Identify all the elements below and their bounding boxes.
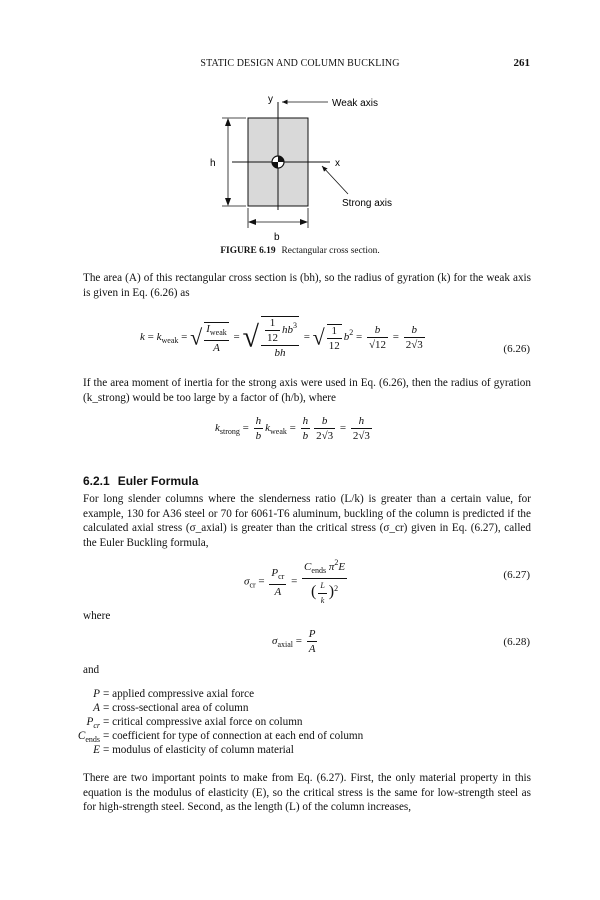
caption-text: Rectangular cross section. <box>281 246 380 256</box>
figure-caption <box>0 246 600 256</box>
strong-axis-label: Strong axis <box>342 198 393 209</box>
equation-6-27: $\sigma_{cr}$ = $\frac{P_{cr}}{A}$ = $C_{ends}$ $\pi^2E$ ( $\frac{L}{k}$ )$^2$ <box>244 558 346 605</box>
definition-text: = critical compressive axial force on column <box>103 716 303 728</box>
definition-symbol: $P_{cr}$ <box>86 716 100 730</box>
paragraph-3: For long slender columns where the slenderness ratio (L/k) is greater than a certain value, for example, 130 for A36 steel or 70 for 6061-T6 aluminum, buckling of the column is predicted if the calculated axial stress (σ_axial) is greater than the critical stress (σ_cr) given in Eq. (6.27), called the Euler Buckling formula, <box>83 493 531 549</box>
word-where: where <box>83 610 111 622</box>
section-heading <box>83 474 198 488</box>
page-number: 261 <box>513 57 530 69</box>
x-label: x <box>335 158 340 169</box>
section-title: Euler Formula <box>117 474 199 488</box>
caption-number: FIGURE 6.19 <box>220 246 276 256</box>
y-label: y <box>268 94 273 105</box>
figure-rectangular-cross-section <box>200 86 420 246</box>
section-number: 6.2.1 <box>83 474 110 488</box>
eq-number-6-27: (6.27) <box>503 569 530 581</box>
paragraph-4: There are two important points to make from Eq. (6.27). First, the only material property in this equation is the modulus of elasticity (E), so the critical stress is the same for low-strength steel as for high-strength steel. Second, as the length (L) of the column increases, <box>83 772 531 814</box>
definition-text: = applied compressive axial force <box>103 688 255 700</box>
equation-k-strong: $k_{strong}$ = $\frac{h}{b}$ $k_{weak}$ = $\frac{h}{b}$ $\frac{b}{2√3}$ = $\frac{h}{2√3}$ <box>215 415 370 442</box>
definition-text: = modulus of elasticity of column material <box>103 744 294 756</box>
eq-number-6-26: (6.26) <box>503 343 530 355</box>
b-label: b <box>274 232 280 243</box>
definition-text: = coefficient for type of connection at each end of column <box>103 730 364 742</box>
h-label: h <box>210 158 216 169</box>
definition-symbol: P <box>93 688 100 700</box>
eq-number-6-28: (6.28) <box>503 636 530 648</box>
paragraph-1: The area (A) of this rectangular cross section is (bh), so the radius of gyration (k) for the weak axis is given in Eq. (6.26) as <box>83 272 531 299</box>
definition-text: = cross-sectional area of column <box>103 702 249 714</box>
definition-symbol: A <box>93 702 100 714</box>
definition-symbol: E <box>93 744 100 756</box>
definition-symbol: $C_{ends}$ <box>77 730 100 744</box>
paragraph-2: If the area moment of inertia for the strong axis were used in Eq. (6.26), then the radius of gyration (k_strong) would be too large by a factor of (h/b), where <box>83 377 531 404</box>
weak-axis-label: Weak axis <box>332 98 378 109</box>
running-head: STATIC DESIGN AND COLUMN BUCKLING <box>200 58 400 69</box>
word-and: and <box>83 664 100 676</box>
equation-6-28: $\sigma_{axial}$ = $\frac{P}{A}$ <box>272 628 316 655</box>
equation-6-26: $k = k_{weak}$ = √ $\frac{I_{weak}}{A}$ = √ $\frac{1}{12}$ $hb^3$ bh = √ $\frac{1}{12}$ $b^2$ = $\frac{b}{√12}$ = $\frac{b}{2√3}$ <box>140 317 423 359</box>
strong-axis-leader <box>322 166 348 194</box>
